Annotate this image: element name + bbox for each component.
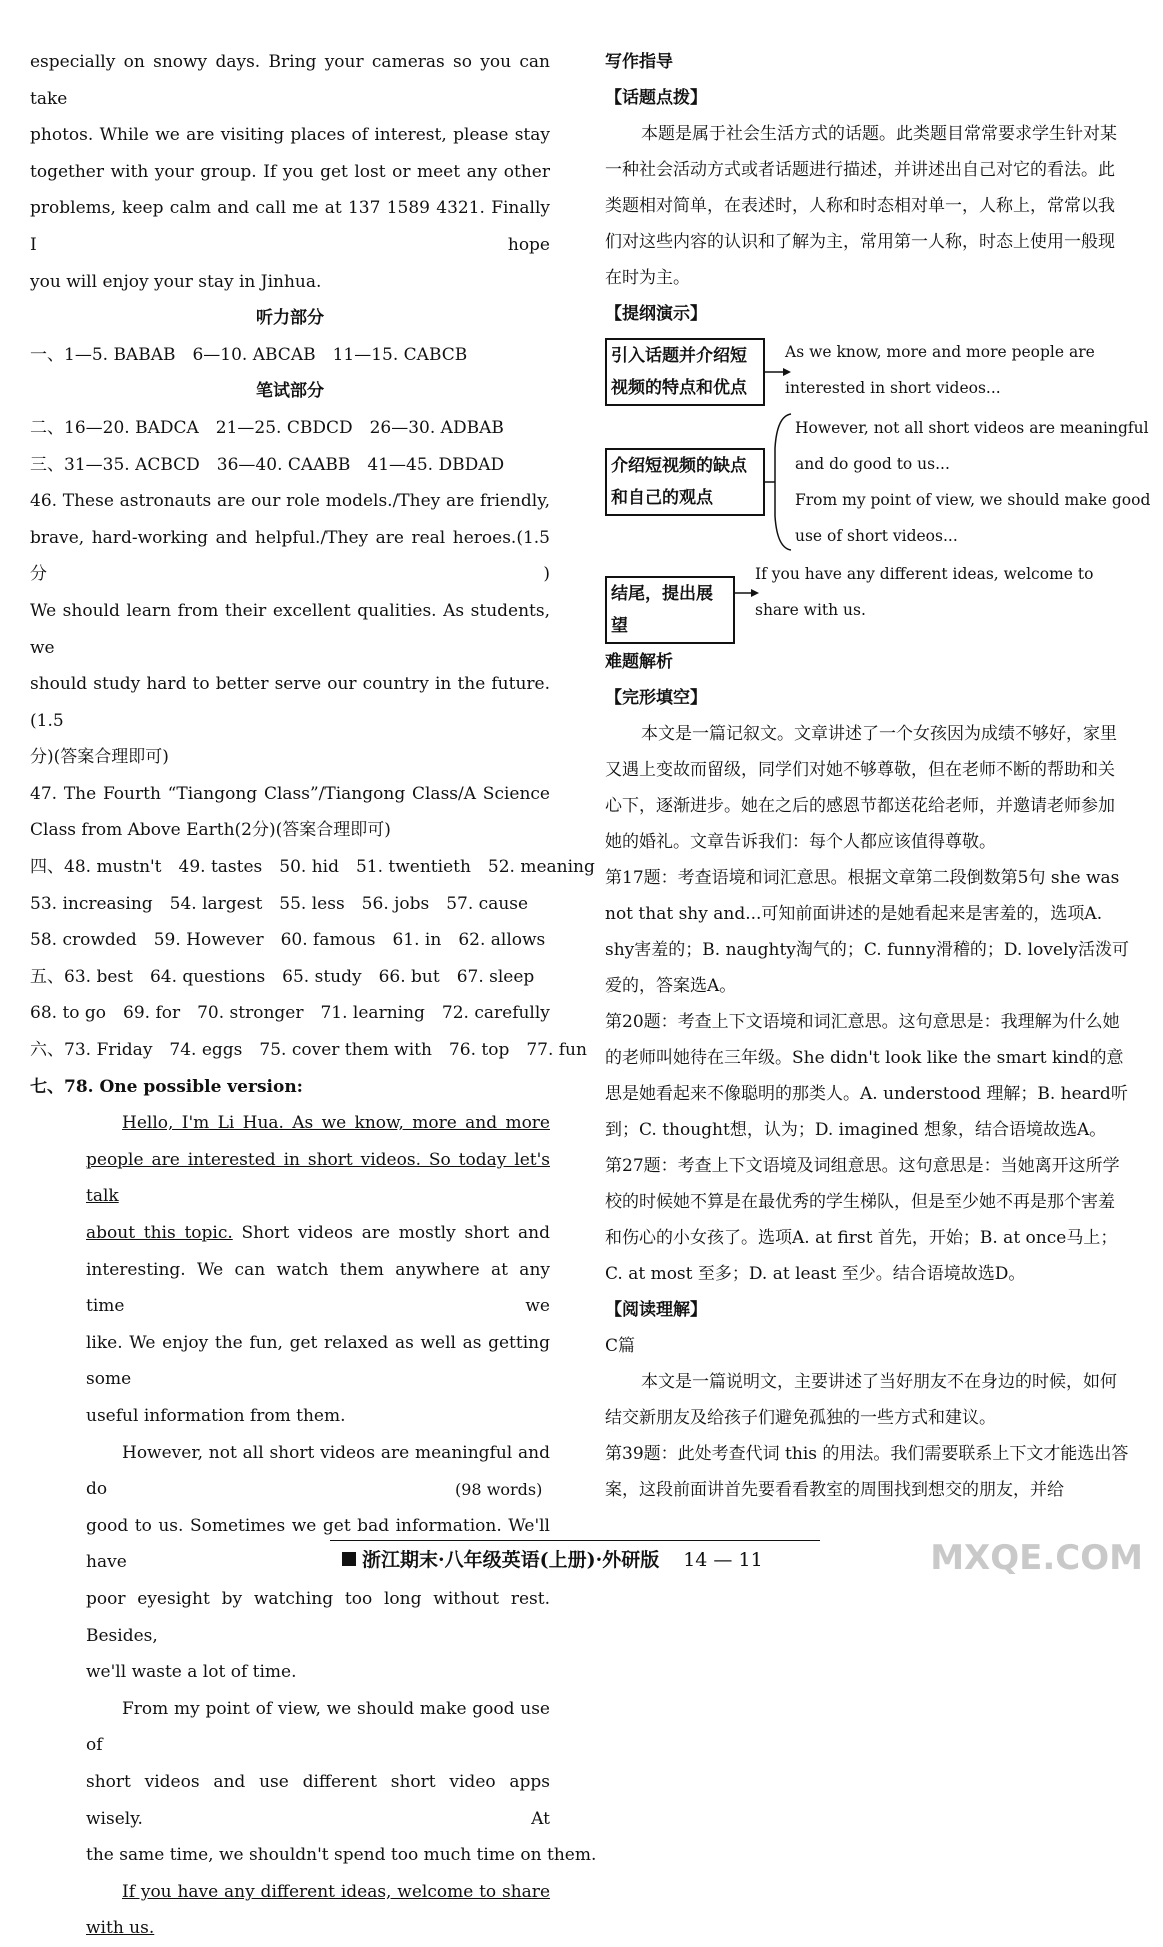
outline-diagram	[605, 338, 1151, 638]
text-line: especially on snowy days. Bring your cameras so you can take	[30, 52, 550, 109]
square-icon	[342, 1552, 356, 1566]
q47-line: 47. The Fourth “Tiangong Class”/Tiangong Class/A Science	[30, 783, 550, 804]
answers-section-2: 二、16—20. BADCA 21—25. CBDCD 26—30. ADBAB	[30, 417, 504, 438]
answers-section-5: 68. to go 69. for 70. stronger 71. learning 72. carefully	[30, 1003, 550, 1024]
q20-explanation: 第20题：考查上下文语境和词汇意思。这句意思是：我理解为什么她的老师叫她待在三年级。She didn't look like the smart kind的意思是她看起来不像聪明的那类人。A. understood 理解；B. heard听到；C. thought想，认为；D. imagined 想象，结合语境故选A。	[605, 1012, 1128, 1140]
q47-line: Class from Above Earth(2分)(答案合理即可)	[30, 820, 391, 841]
essay-line: we'll waste a lot of time.	[86, 1662, 297, 1683]
essay-line: From my point of view, we should make good use of	[86, 1698, 550, 1756]
outline-box-ending	[605, 576, 735, 644]
box-line: 视频的特点和优点	[611, 378, 747, 398]
outline-line: use of short videos...	[795, 527, 958, 545]
answers-section-5: 五、63. best 64. questions 65. study 66. but 67. sleep	[30, 966, 535, 987]
answers-section-4: 58. crowded 59. However 60. famous 61. in 62. allows	[30, 930, 546, 951]
watermark: MXQE.COM	[930, 1538, 1143, 1578]
outline-tag: 【提纲演示】	[605, 304, 707, 324]
text-line: together with your group. If you get lost or meet any other	[30, 161, 550, 182]
text-line: you will enjoy your stay in Jinhua.	[30, 271, 322, 292]
q46-line: brave, hard-working and helpful./They are real heroes.(1.5分)	[30, 527, 550, 585]
box-line: 介绍短视频的缺点	[611, 456, 747, 476]
box-line: 引入话题并介绍短	[611, 346, 747, 366]
text-line: photos. While we are visiting places of interest, please stay	[30, 125, 550, 146]
c-heading: C篇	[605, 1336, 636, 1356]
answers-section-4: 53. increasing 54. largest 55. less 56. jobs 57. cause	[30, 893, 529, 914]
essay-line: like. We enjoy the fun, get relaxed as well as getting some	[86, 1332, 550, 1390]
written-heading: 笔试部分	[256, 381, 324, 402]
essay-line: the same time, we shouldn't spend too much time on them.	[86, 1845, 597, 1866]
outline-line: From my point of view, we should make good	[795, 491, 1151, 509]
essay-line: good to us. Sometimes we get bad information. We'll have	[86, 1515, 550, 1573]
listening-answers: 一、1—5. BABAB 6—10. ABCAB 11—15. CABCB	[30, 344, 468, 365]
difficult-heading: 难题解析	[605, 652, 673, 672]
c-text: 本文是一篇说明文，主要讲述了当好朋友不在身边的时候，如何结交新朋友及给孩子们避免孤独的一些方式和建议。	[605, 1372, 1117, 1428]
outline-line: If you have any different ideas, welcome to	[755, 565, 1094, 583]
footer-title: 浙江期末·八年级英语(上册)·外研版	[362, 1549, 660, 1571]
essay-underlined: people are interested in short videos. So today let's talk	[86, 1149, 550, 1207]
answers-section-6: 六、73. Friday 74. eggs 75. cover them with 76. top 77. fun	[30, 1040, 587, 1061]
outline-line: As we know, more and more people are	[785, 343, 1095, 361]
essay-line: interesting. We can watch them anywhere at any time we	[86, 1259, 550, 1317]
outline-line: However, not all short videos are meaningful	[795, 419, 1149, 437]
page-number: 14 — 11	[683, 1549, 763, 1571]
cloze-tag: 【完形填空】	[605, 688, 707, 708]
q17-explanation: 第17题：考查语境和词汇意思。根据文章第二段倒数第5句 she was not that shy and...可知前面讲述的是她看起来是害羞的，选项A. shy害羞的；B. naughty淘气的；C. funny滑稽的；D. lovely活泼可爱的，答案选A。	[605, 868, 1130, 996]
essay-underlined: If you have any different ideas, welcome to share	[122, 1881, 550, 1902]
outline-box-body	[605, 448, 765, 516]
essay-line: poor eyesight by watching too long without rest. Besides,	[86, 1588, 550, 1646]
q27-explanation: 第27题：考查上下文语境及词组意思。这句意思是：当她离开这所学校的时候她不算是在最优秀的学生梯队，但是至少她不再是那个害羞和伤心的小女孩了。选项A. at first 首先，开始；B. at once马上；C. at most 至多；D. at least 至少。结合语境故选D。	[605, 1156, 1120, 1284]
outline-text-intro	[785, 334, 1095, 406]
essay-line: useful information from them.	[86, 1405, 346, 1426]
listening-heading: 听力部分	[256, 308, 324, 329]
cloze-text: 本文是一篇记叙文。文章讲述了一个女孩因为成绩不够好，家里又遇上变故而留级，同学们对她不够尊敬，但在老师不断的帮助和关心下，逐渐进步。她在之后的感恩节都送花给老师，并邀请老师参加她的婚礼。文章告诉我们：每个人都应该值得尊敬。	[605, 724, 1117, 852]
answers-section-4: 四、48. mustn't 49. tastes 50. hid 51. twentieth 52. meaning	[30, 857, 595, 878]
outline-box-intro	[605, 338, 765, 406]
topic-text: 本题是属于社会生活方式的话题。此类题目常常要求学生针对某一种社会活动方式或者话题进行描述，并讲述出自己对它的看法。此类题相对简单，在表述时，人称和时态相对单一，人称上，常常以我们对这些内容的认识和了解为主，常用第一人称，时态上使用一般现在时为主。	[605, 124, 1117, 288]
essay-line: short videos and use different short video apps wisely. At	[86, 1771, 550, 1829]
topic-tag: 【话题点拨】	[605, 88, 707, 108]
outline-line: interested in short videos...	[785, 379, 1001, 397]
outline-line: share with us.	[755, 601, 866, 619]
right-column	[605, 44, 1151, 1508]
writing-guide-heading: 写作指导	[605, 52, 673, 72]
essay-underlined: about this topic.	[86, 1223, 233, 1243]
q46-line: should study hard to better serve our country in the future.(1.5	[30, 674, 550, 731]
answers-section-7: 七、78. One possible version:	[30, 1076, 303, 1097]
box-line: 和自己的观点	[611, 488, 713, 508]
essay-line: However, not all short videos are meaningful and do	[86, 1442, 550, 1500]
q46-line: We should learn from their excellent qualities. As students, we	[30, 600, 550, 658]
outline-line: and do good to us...	[795, 455, 950, 473]
text-line: problems, keep calm and call me at 137 1589 4321. Finally I hope	[30, 198, 550, 255]
page-footer	[330, 1540, 820, 1581]
outline-text-ending	[755, 556, 1093, 628]
q46-line: 分)(答案合理即可)	[30, 747, 169, 768]
essay-underlined: Hello, I'm Li Hua. As we know, more and more	[122, 1113, 550, 1134]
q39-explanation: 第39题：此处考查代词 this 的用法。我们需要联系上下文才能选出答案，这段前面讲首先要看看教室的周围找到想交的朋友，并给	[605, 1444, 1129, 1500]
word-count: (98 words)	[455, 1480, 543, 1499]
answers-section-3: 三、31—35. ACBCD 36—40. CAABB 41—45. DBDAD	[30, 454, 505, 475]
box-line: 结尾，提出展望	[611, 584, 713, 636]
model-essay	[86, 1105, 597, 1947]
essay-text: Short videos are mostly short and	[232, 1223, 551, 1243]
reading-tag: 【阅读理解】	[605, 1300, 707, 1320]
q46-line: 46. These astronauts are our role models./They are friendly,	[30, 491, 550, 512]
left-column	[30, 44, 597, 1947]
essay-underlined: with us.	[86, 1918, 155, 1939]
outline-text-body	[795, 410, 1150, 554]
